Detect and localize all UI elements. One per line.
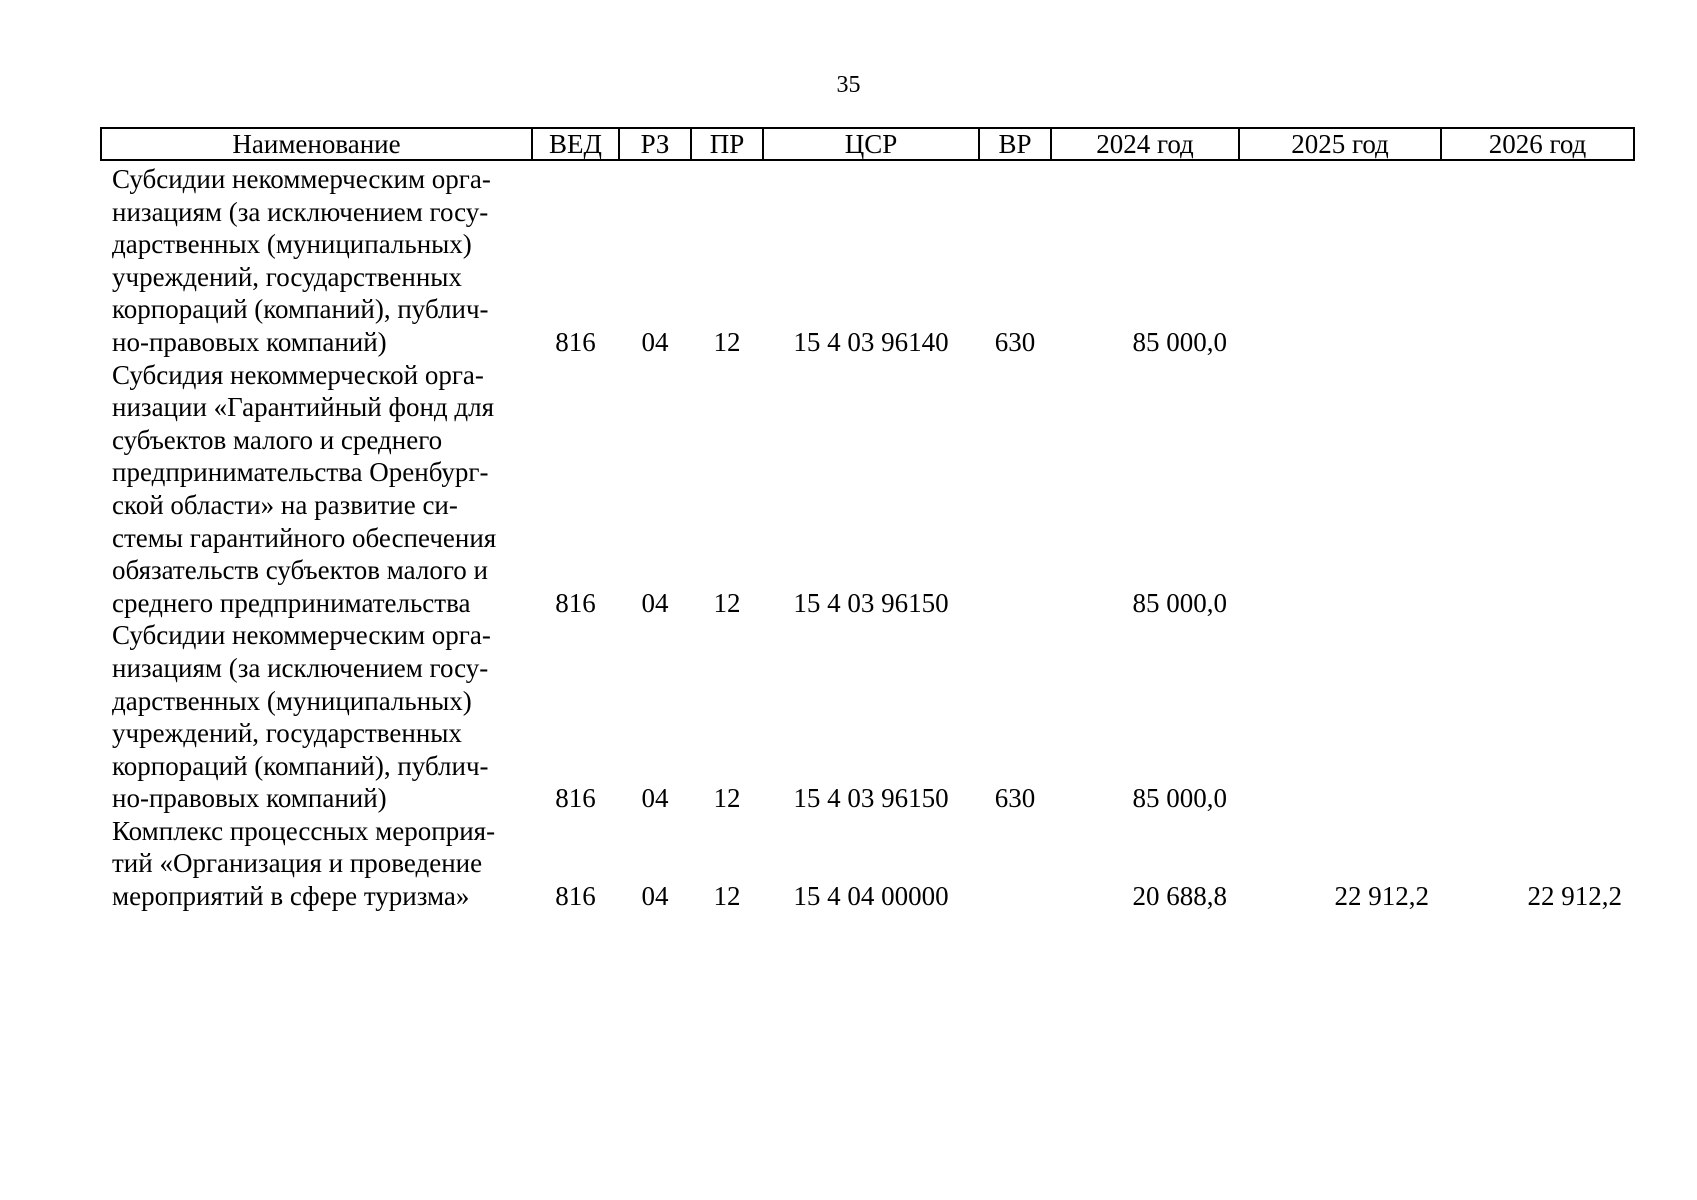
ved-cell: 816 [555, 326, 596, 357]
column-header-2024: 2024 год [1051, 128, 1239, 160]
budget-table [100, 127, 1635, 913]
row-name-cell [101, 359, 532, 620]
amount-2025-cell [1239, 619, 1441, 815]
column-header-vr: ВР [979, 128, 1051, 160]
pr-cell: 12 [713, 881, 741, 912]
amount-2025-cell [1239, 160, 1441, 359]
column-header-csr: ЦСР [763, 128, 979, 160]
rz-cell: 04 [641, 783, 669, 814]
amount-2026-cell: 22 912,2 [1527, 881, 1622, 912]
column-header-ved: ВЕД [532, 128, 619, 160]
vr-cell [979, 359, 1051, 620]
name-line: но-правовых компаний) [112, 783, 387, 814]
name-line: учреждений, государственных [112, 718, 462, 749]
name-line: тий «Организация и проведение [112, 848, 483, 879]
csr-cell: 15 4 04 00000 [793, 881, 949, 912]
name-line: корпораций (компаний), публич- [112, 294, 489, 325]
row-name-text [112, 619, 520, 815]
name-line: Субсидия некоммерческой орга- [112, 359, 484, 390]
vr-cell: 630 [994, 326, 1036, 357]
name-line: Субсидии некоммерческим орга- [112, 164, 491, 194]
name-line: дарственных (муниципальных) [112, 685, 472, 716]
rz-cell: 04 [641, 326, 669, 357]
column-header-name: Наименование [101, 128, 532, 160]
name-line: Субсидии некоммерческим орга- [112, 620, 491, 651]
name-line: Комплекс процессных мероприя- [112, 815, 496, 846]
name-line: низациям (за исключением госу- [112, 196, 489, 227]
ved-cell: 816 [555, 587, 596, 618]
amount-2024-cell: 20 688,8 [1132, 881, 1227, 912]
pr-cell: 12 [713, 783, 741, 814]
column-header-2025: 2025 год [1239, 128, 1441, 160]
csr-cell: 15 4 03 96150 [793, 783, 949, 814]
name-line: низации «Гарантийный фонд для [112, 392, 495, 423]
amount-2025-cell [1239, 359, 1441, 620]
name-line: предпринимательства Оренбург- [112, 457, 489, 488]
name-line: мероприятий в сфере туризма» [112, 881, 470, 912]
name-line: низациям (за исключением госу- [112, 652, 489, 683]
row-name-text [112, 359, 520, 620]
name-line: обязательств субъектов малого и [112, 555, 488, 586]
amount-2024-cell: 85 000,0 [1132, 783, 1227, 814]
column-header-2026: 2026 год [1441, 128, 1634, 160]
ved-cell: 816 [555, 783, 596, 814]
table-row [101, 619, 1634, 815]
ved-cell: 816 [555, 881, 596, 912]
column-header-rz: РЗ [619, 128, 691, 160]
row-name-text [112, 815, 520, 913]
row-name-cell [101, 619, 532, 815]
name-line: корпораций (компаний), публич- [112, 750, 489, 781]
column-header-pr: ПР [691, 128, 763, 160]
name-line: среднего предпринимательства [112, 587, 471, 618]
pr-cell: 12 [713, 587, 741, 618]
rz-cell: 04 [641, 881, 669, 912]
row-name-cell [101, 815, 532, 913]
name-line: ской области» на развитие си- [112, 489, 458, 520]
table-header-row [101, 128, 1634, 160]
csr-cell: 15 4 03 96150 [793, 587, 949, 618]
amount-2024-cell: 85 000,0 [1132, 326, 1227, 357]
table-row [101, 160, 1634, 359]
name-line: стемы гарантийного обеспечения [112, 522, 497, 553]
name-line: учреждений, государственных [112, 261, 462, 292]
amount-2026-cell [1441, 619, 1634, 815]
vr-cell: 630 [994, 783, 1036, 814]
page-number: 35 [836, 72, 861, 98]
name-line: дарственных (муниципальных) [112, 229, 472, 260]
amount-2025-cell: 22 912,2 [1334, 881, 1429, 912]
csr-cell: 15 4 03 96140 [793, 326, 949, 357]
amount-2026-cell [1441, 160, 1634, 359]
table-row [101, 359, 1634, 620]
name-line: но-правовых компаний) [112, 326, 387, 357]
amount-2024-cell: 85 000,0 [1132, 587, 1227, 618]
table-row [101, 815, 1634, 913]
name-line: субъектов малого и среднего [112, 424, 443, 455]
row-name-text [112, 163, 520, 359]
rz-cell: 04 [641, 587, 669, 618]
vr-cell [979, 815, 1051, 913]
row-name-cell [101, 160, 532, 359]
amount-2026-cell [1441, 359, 1634, 620]
pr-cell: 12 [713, 326, 741, 357]
